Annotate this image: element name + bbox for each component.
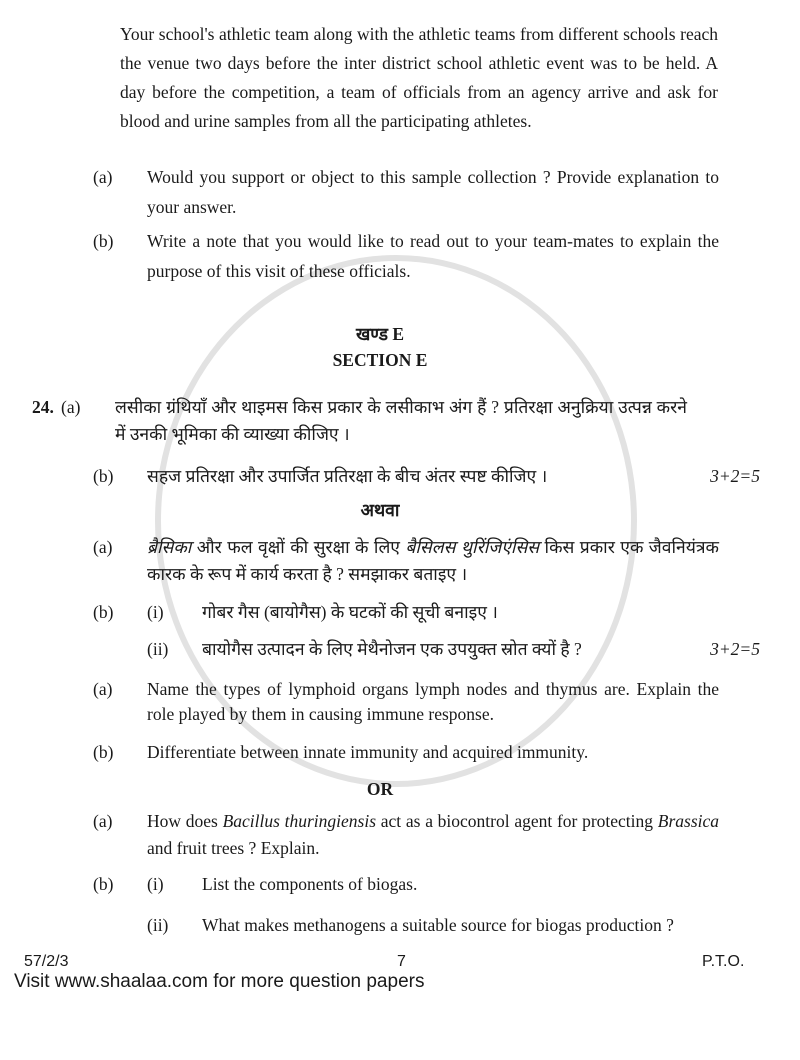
label: (a): [93, 811, 113, 831]
sub-label: (ii): [147, 639, 169, 659]
label: (b): [93, 602, 114, 622]
label: (a): [93, 167, 113, 187]
italic-term: ब्रैसिका: [147, 537, 192, 557]
q23-a: [0, 162, 800, 222]
q24-hi-a-text: लसीका ग्रंथियाँ और थाइमस किस प्रकार के लसीकाभ अंग हैं ? प्रतिरक्षा अनुक्रिया उत्पन्न करने में उनकी भूमिका की व्याख्या कीजिए ।: [115, 397, 687, 444]
label: (b): [93, 874, 114, 894]
q24-en-b2-i: [0, 871, 800, 898]
sub-label: (ii): [147, 915, 169, 935]
q24-hi-b-text: सहज प्रतिरक्षा और उपार्जित प्रतिरक्षा के बीच अंतर स्पष्ट कीजिए ।: [147, 466, 548, 486]
q24-en-b2-ii: [0, 912, 800, 938]
q24-hi-b2-ii: [0, 636, 800, 663]
q24-en-i-text: List the components of biogas.: [202, 874, 418, 894]
q23-a-text: Would you support or object to this sample collection ? Provide explanation to your answer.: [147, 167, 719, 217]
sub-label: (i): [147, 602, 164, 622]
case-intro: Your school's athletic team along with the athletic teams from different schools reach the venue two days before the inter district school athletic event was to be held. A day before the competition, a team of officials from an agency arrive and ask for blood and urine samples from all the participating athletes.: [120, 24, 718, 131]
text: and fruit trees ? Explain.: [147, 838, 320, 858]
or-hindi: अथवा: [360, 500, 400, 520]
marks: 3+2=5: [710, 639, 760, 659]
sub-label: (i): [147, 874, 164, 894]
pto-label: P.T.O.: [702, 953, 745, 970]
q23-b: [0, 226, 800, 286]
q24-hi-a: [0, 394, 800, 448]
q24-en-b-text: Differentiate between innate immunity and acquired immunity.: [147, 742, 589, 762]
footer: [0, 953, 800, 971]
q24-en-a2: [0, 808, 800, 862]
italic-term: Brassica: [657, 811, 720, 831]
marks: 3+2=5: [710, 466, 760, 486]
visit-link[interactable]: Visit www.shaalaa.com for more question papers: [14, 971, 425, 992]
italic-term: Bacillus thuringiensis: [222, 811, 377, 831]
page-number: 7: [397, 953, 406, 970]
or-english: OR: [366, 779, 394, 799]
q24-hi-a2: [0, 534, 800, 588]
section-heading: SECTION E: [332, 350, 428, 370]
q24-hi-ii-text: बायोगैस उत्पादन के लिए मेथैनोजन एक उपयुक्त स्रोत क्यों है ?: [202, 639, 582, 659]
q24-en-a-text: Name the types of lymphoid organs lymph nodes and thymus are. Explain the role played by them in causing immune response.: [147, 679, 719, 724]
q24-hi-a2-text: [147, 534, 719, 588]
label: (b): [93, 742, 114, 762]
q24-hi-b: [0, 463, 800, 490]
question-number: 24.: [32, 397, 54, 417]
q24-hi-b2-i: [0, 599, 800, 626]
label: (a): [93, 537, 113, 557]
label: (a): [61, 397, 81, 417]
label: (b): [93, 231, 114, 251]
text: और फल वृक्षों की सुरक्षा के लिए: [191, 537, 406, 557]
paper-code: 57/2/3: [24, 953, 69, 970]
label: (a): [93, 679, 113, 699]
q24-en-a: [0, 677, 800, 727]
text: act as a biocontrol agent for protecting: [376, 811, 658, 831]
q24-hi-i-text: गोबर गैस (बायोगैस) के घटकों की सूची बनाइए ।: [202, 602, 498, 622]
q24-en-b: [0, 739, 800, 766]
text: How does: [147, 811, 223, 831]
q24-en-a2-text: [147, 808, 719, 862]
label: (b): [93, 466, 114, 486]
section-hindi-heading: खण्ड E: [355, 324, 405, 344]
italic-term: बैसिलस थुरिंजिएंसिस: [405, 537, 540, 557]
text: किस प्रकार एक जैवनियंत्रक कारक के रूप में कार्य करता है ? समझाकर बताइए ।: [147, 537, 720, 584]
q23-b-text: Write a note that you would like to read out to your team-mates to explain the purpose of this visit of these officials.: [147, 231, 719, 281]
q24-en-ii-text: What makes methanogens a suitable source for biogas production ?: [202, 915, 674, 935]
